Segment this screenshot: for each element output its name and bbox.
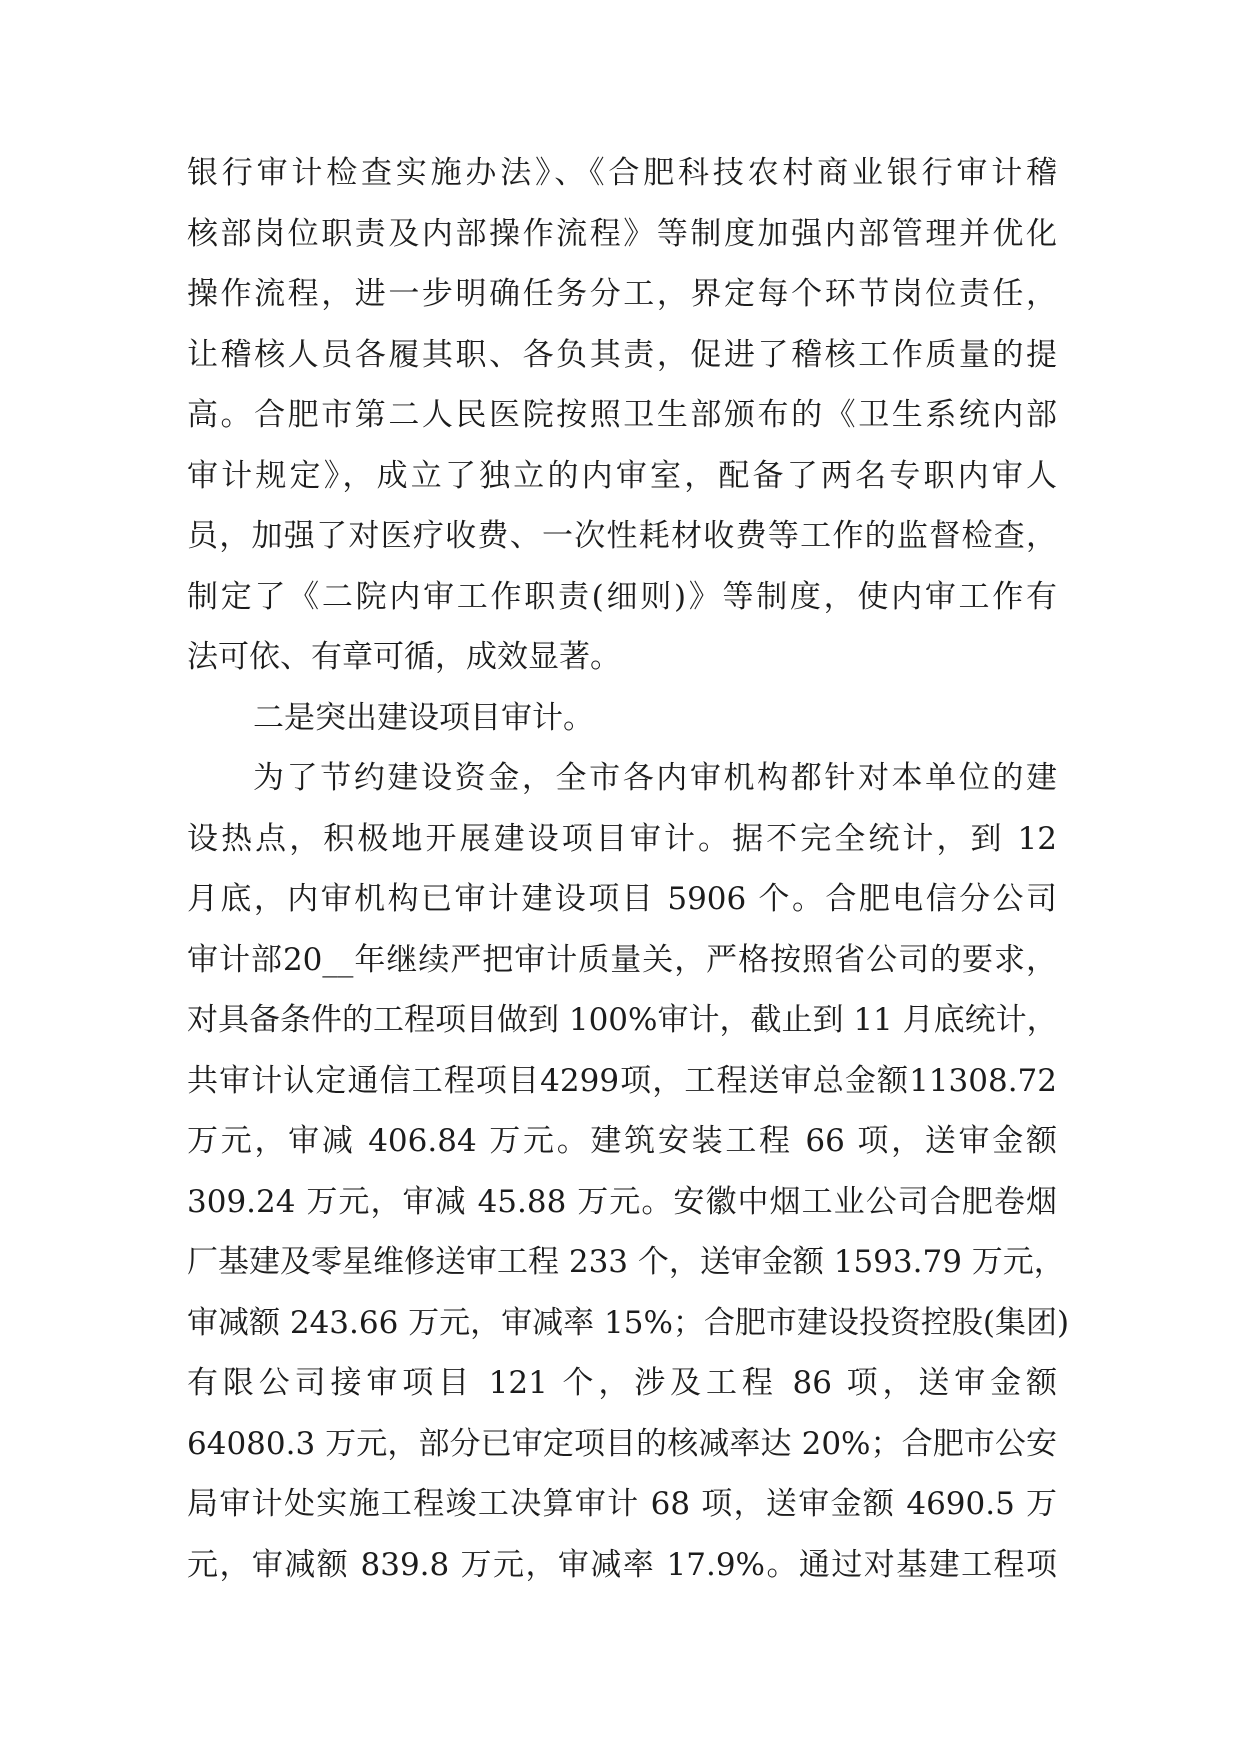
text-line: 元，审减额 839.8 万元，审减率 17.9%。通过对基建工程项 (187, 1546, 1057, 1583)
text-line: 审减额 243.66 万元，审减率 15%；合肥市建设投资控股(集团) (187, 1304, 1070, 1341)
text-line: 法可依、有章可循，成效显著。 (187, 639, 621, 675)
text-line: 银行审计检查实施办法》、《合肥科技农村商业银行审计稽 (187, 155, 1057, 191)
text-line: 审计规定》，成立了独立的内审室，配备了两名专职内审人 (187, 457, 1057, 494)
body-text (187, 143, 1070, 1595)
text-line: 操作流程，进一步明确任务分工，界定每个环节岗位责任， (187, 276, 1057, 312)
text-line: 有限公司接审项目 121 个，涉及工程 86 项，送审金额 (187, 1365, 1057, 1401)
text-line: 局审计处实施工程竣工决算审计 68 项，送审金额 4690.5 万 (187, 1486, 1057, 1522)
text-line: 高。合肥市第二人民医院按照卫生部颁布的《卫生系统内部 (187, 397, 1057, 433)
text-line: 制定了《二院内审工作职责(细则)》等制度，使内审工作有 (187, 578, 1057, 615)
text-line: 核部岗位职责及内部操作流程》等制度加强内部管理并优化 (187, 215, 1057, 252)
text-line: 厂基建及零星维修送审工程 233 个，送审金额 1593.79 万元， (187, 1244, 1065, 1280)
text-line: 月底，内审机构已审计建设项目 5906 个。合肥电信分公司 (187, 881, 1057, 917)
text-line: 让稽核人员各履其职、各负其责，促进了稽核工作质量的提 (187, 336, 1057, 373)
text-line: 共审计认定通信工程项目4299项，工程送审总金额11308.72 (187, 1062, 1057, 1099)
text-line: 万元，审减 406.84 万元。建筑安装工程 66 项，送审金额 (187, 1123, 1057, 1159)
text-line: 64080.3 万元，部分已审定项目的核减率达 20%；合肥市公安 (187, 1425, 1057, 1462)
text-line: 309.24 万元，审减 45.88 万元。安徽中烟工业公司合肥卷烟 (187, 1183, 1057, 1220)
text-line: 对具备条件的工程项目做到 100%审计，截止到 11 月底统计， (187, 1002, 1058, 1038)
text-line: 员，加强了对医疗收费、一次性耗材收费等工作的监督检查， (187, 518, 1057, 554)
section-heading: 二是突出建设项目审计。 (253, 699, 594, 736)
text-line: 审计部20__年继续严把审计质量关，严格按照省公司的要求， (187, 941, 1057, 978)
text-line: 为了节约建设资金，全市各内审机构都针对本单位的建 (253, 760, 1057, 796)
text-line: 设热点，积极地开展建设项目审计。据不完全统计，到 12 (187, 820, 1057, 857)
